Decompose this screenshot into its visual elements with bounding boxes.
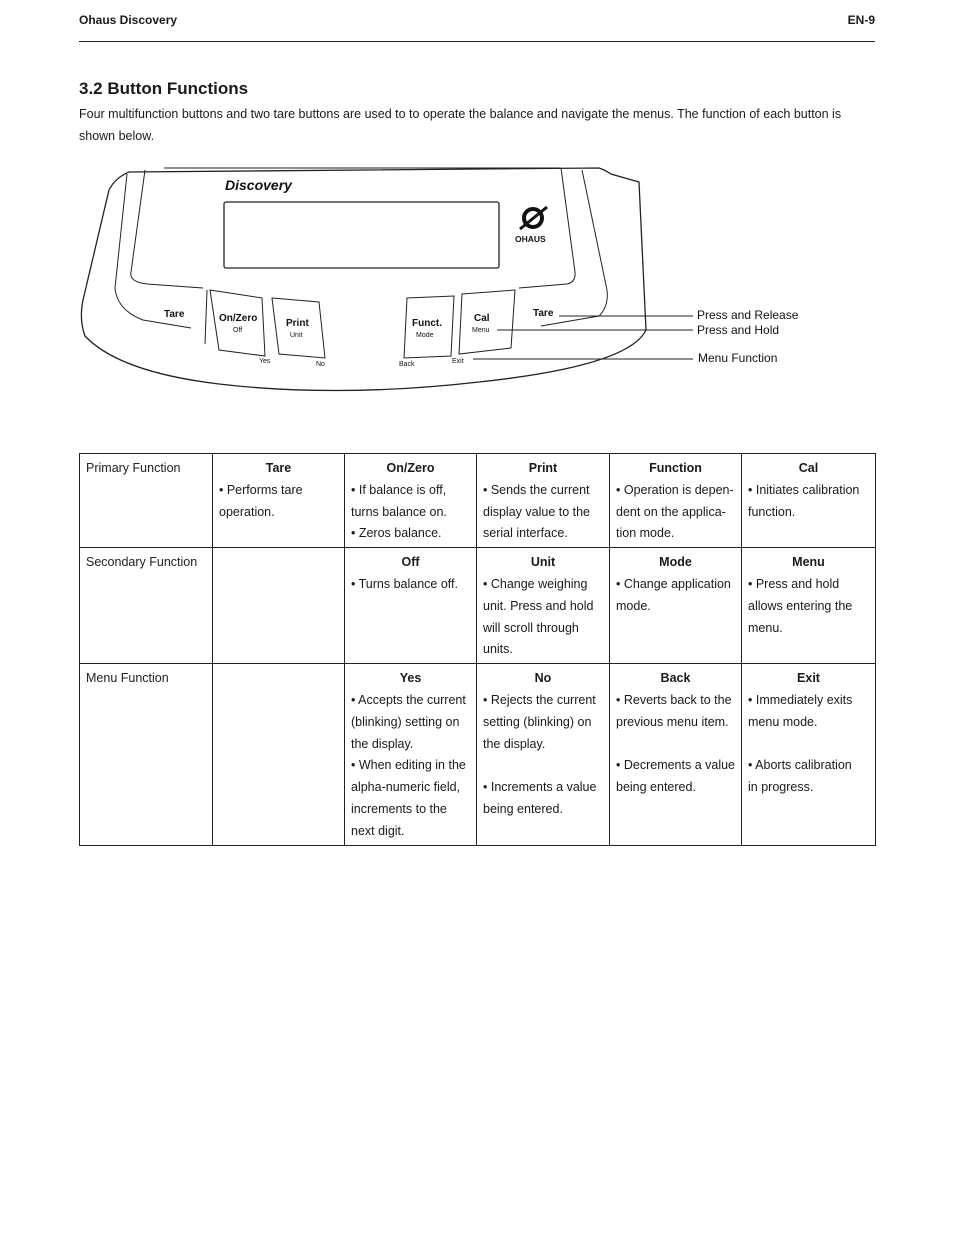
cell-line: • If balance is off, xyxy=(351,482,447,497)
cell-line: function. xyxy=(748,504,796,519)
cell-title: Back xyxy=(660,671,691,686)
cell-line: • Immediately exits xyxy=(748,692,853,707)
cell-title: Exit xyxy=(797,671,820,686)
press-release-label: Press and Release xyxy=(697,308,799,322)
table-row xyxy=(80,454,876,548)
tare-left-button-outline xyxy=(205,290,207,344)
cell-title: Function xyxy=(649,461,702,475)
display-window xyxy=(224,202,499,268)
cell-line: serial interface. xyxy=(483,526,568,541)
cell-line: • Turns balance off. xyxy=(351,576,458,591)
cell-title: Tare xyxy=(265,461,292,475)
cell-line: • Operation is depen- xyxy=(616,482,734,497)
press-hold-label: Press and Hold xyxy=(697,323,780,337)
table-body xyxy=(80,454,876,846)
cell-line: being entered. xyxy=(483,801,563,816)
table-cell xyxy=(610,454,742,548)
cell-title: Off xyxy=(401,555,420,570)
mode-label: Mode xyxy=(416,332,434,339)
document-title: Ohaus Discovery xyxy=(79,13,178,27)
balance-front-panel-diagram xyxy=(79,160,819,400)
cell-line: will scroll through xyxy=(483,620,579,635)
cell-spacer xyxy=(483,755,603,777)
table-cell xyxy=(345,548,477,664)
cell-line: • Initiates calibration xyxy=(748,482,860,497)
cell-line: next digit. xyxy=(351,823,405,838)
cal-label: Cal xyxy=(474,313,490,324)
cell-title: Cal xyxy=(798,461,819,475)
housing-inner-right xyxy=(541,170,607,326)
housing-lip-right xyxy=(519,168,575,288)
table-cell xyxy=(213,454,345,548)
row-label: Secondary Function xyxy=(80,548,213,664)
cell-line: display value to the xyxy=(483,504,591,519)
back-label: Back xyxy=(399,361,415,368)
cell-line: • Change weighing xyxy=(483,576,588,591)
table-row xyxy=(80,548,876,664)
cell-title: Print xyxy=(528,461,558,475)
cell-line: menu. xyxy=(748,620,783,635)
tare-left-label: Tare xyxy=(164,309,185,320)
table-cell xyxy=(610,664,742,845)
cell-line: (blinking) setting on xyxy=(351,714,460,729)
cell-line: • Rejects the current xyxy=(483,692,596,707)
brand-name: Discovery xyxy=(225,177,292,193)
cell-line: the display. xyxy=(483,736,546,751)
row-label: Primary Function xyxy=(80,454,213,548)
onzero-label: On/Zero xyxy=(219,313,258,324)
table-cell xyxy=(742,454,876,548)
cell-line: turns balance on. xyxy=(351,504,447,519)
cell-line: dent on the applica- xyxy=(616,504,726,519)
cell-title: Unit xyxy=(530,555,556,570)
cell-line: allows entering the xyxy=(748,598,853,613)
cell-line: • Aborts calibration xyxy=(748,758,852,773)
cell-title: Mode xyxy=(659,555,692,570)
off-label: Off xyxy=(233,327,243,334)
cell-title: Yes xyxy=(399,671,422,686)
cell-line: the display. xyxy=(351,736,414,751)
table-cell xyxy=(213,664,345,845)
table-row xyxy=(80,664,876,845)
cell-line: increments to the xyxy=(351,801,447,816)
cell-line: • When editing in the xyxy=(351,758,466,773)
cell-spacer xyxy=(748,734,869,756)
cell-line: • Decrements a value xyxy=(616,758,736,773)
table-cell xyxy=(345,664,477,845)
menu-function-label: Menu Function xyxy=(698,351,778,365)
table-cell xyxy=(213,548,345,664)
page-number: EN-9 xyxy=(847,13,875,27)
cell-line: unit. Press and hold xyxy=(483,598,594,613)
funct-label: Funct. xyxy=(412,318,442,329)
cell-line: • Accepts the current xyxy=(351,692,466,707)
cell-line: tion mode. xyxy=(616,526,675,541)
section-title: 3.2 Button Functions xyxy=(79,79,249,98)
table-cell xyxy=(477,548,610,664)
cell-line: in progress. xyxy=(748,780,814,795)
cell-line: • Press and hold xyxy=(748,576,840,591)
table-cell xyxy=(610,548,742,664)
page-header xyxy=(79,11,875,42)
exit-label: Exit xyxy=(452,358,464,365)
cell-line: alpha-numeric field, xyxy=(351,780,461,795)
ohaus-logo xyxy=(515,207,547,244)
cell-line: menu mode. xyxy=(748,714,818,729)
cell-title: On/Zero xyxy=(386,461,435,475)
cell-line: • Zeros balance. xyxy=(351,526,442,541)
cell-line: mode. xyxy=(616,598,651,613)
housing-inner-left xyxy=(115,174,191,328)
cell-line: • Sends the current xyxy=(483,482,590,497)
housing-lip-left xyxy=(131,170,203,288)
cell-spacer xyxy=(616,734,735,756)
unit-label: Unit xyxy=(290,332,303,339)
cell-line: being entered. xyxy=(616,780,696,795)
no-label: No xyxy=(316,361,325,368)
menu-label: Menu xyxy=(472,327,490,334)
cell-line: operation. xyxy=(219,504,275,519)
tare-right-label: Tare xyxy=(533,308,554,319)
print-label: Print xyxy=(286,318,309,329)
cell-title: Menu xyxy=(792,555,825,570)
cell-line: • Increments a value xyxy=(483,780,597,795)
cell-line: • Change application xyxy=(616,576,731,591)
yes-label: Yes xyxy=(259,358,271,365)
table-cell xyxy=(742,548,876,664)
cell-line: setting (blinking) on xyxy=(483,714,592,729)
table-cell xyxy=(477,454,610,548)
table-cell xyxy=(477,664,610,845)
cell-line: previous menu item. xyxy=(616,714,729,729)
svg-text:OHAUS: OHAUS xyxy=(515,234,546,244)
row-label: Menu Function xyxy=(80,664,213,845)
cell-line: • Reverts back to the xyxy=(616,692,732,707)
cell-line: units. xyxy=(483,642,513,657)
cell-line: • Performs tare xyxy=(219,482,303,497)
cell-title: No xyxy=(534,671,552,686)
section-intro: Four multifunction buttons and two tare buttons are used to to operate the balance and navigate the menus. The function of each button is shown below. xyxy=(79,107,842,143)
table-cell xyxy=(345,454,477,548)
button-functions-table xyxy=(79,453,876,846)
table-cell xyxy=(742,664,876,845)
